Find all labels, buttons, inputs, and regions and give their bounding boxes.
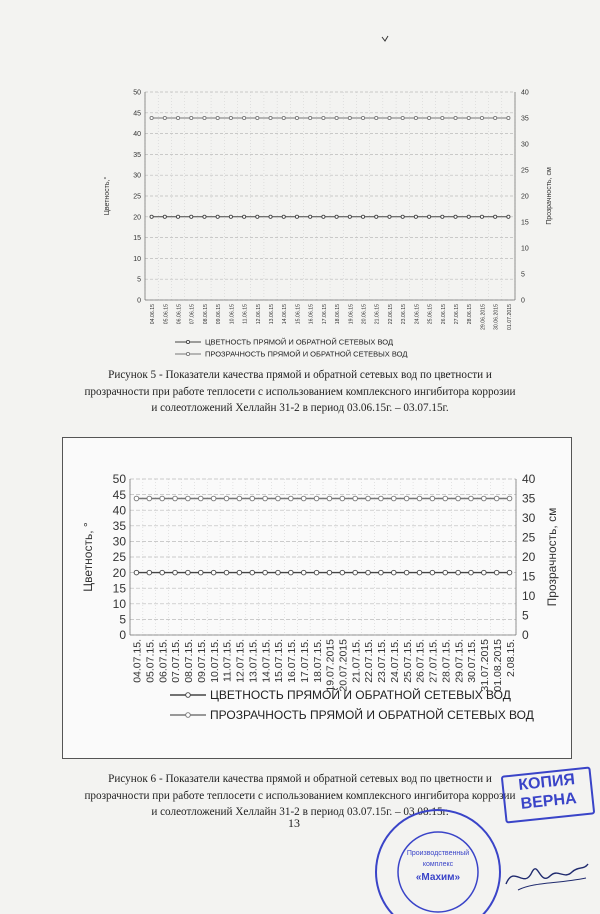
- data-point: [163, 116, 166, 119]
- data-point: [335, 215, 338, 218]
- data-point: [276, 496, 281, 501]
- x-tick-label: 17.06.15: [321, 304, 328, 325]
- seal-text-1: Производственный: [406, 850, 470, 857]
- x-tick-label: 12.06.15: [255, 304, 262, 325]
- data-point: [289, 570, 294, 575]
- data-point: [494, 116, 497, 119]
- data-point: [190, 116, 193, 119]
- data-point: [309, 215, 312, 218]
- data-point: [134, 496, 139, 501]
- copy-stamp: [501, 766, 596, 823]
- data-point: [243, 116, 246, 119]
- x-tick-label: 29.07.15.: [453, 639, 466, 683]
- data-point: [456, 570, 461, 575]
- y-right-tick-label: 35: [522, 491, 536, 506]
- y-left-tick-label: 30: [112, 534, 126, 549]
- data-point: [348, 116, 351, 119]
- y-left-tick-label: 20: [133, 214, 141, 222]
- figure-5-caption: [60, 367, 540, 417]
- x-tick-label: 26.06.15: [440, 304, 447, 325]
- figure-5-caption-line-3: и солеотложений Хеллайн 31-2 в период 03.06.15г. – 03.07.15г.: [151, 402, 449, 414]
- data-point: [282, 215, 285, 218]
- data-point: [216, 215, 219, 218]
- x-tick-label: 06.06.15: [176, 304, 183, 325]
- data-point: [198, 496, 203, 501]
- data-point: [224, 496, 229, 501]
- data-point: [375, 215, 378, 218]
- y-left-axis-title: Цветность,°: [104, 176, 111, 216]
- legend-label: ЦВЕТНОСТЬ ПРЯМОЙ И ОБРАТНОЙ СЕТЕВЫХ ВОД: [210, 688, 511, 703]
- y-left-tick-label: 0: [119, 628, 126, 643]
- data-point: [203, 215, 206, 218]
- y-left-tick-label: 5: [137, 276, 141, 284]
- data-point: [482, 496, 487, 501]
- x-tick-label: 23.06.15: [401, 304, 408, 325]
- data-point: [211, 570, 216, 575]
- figure-5-chart: [95, 80, 555, 360]
- x-tick-label: 25.06.15: [427, 304, 434, 325]
- data-point: [160, 570, 165, 575]
- y-right-tick-label: 0: [522, 628, 529, 643]
- data-point: [404, 496, 409, 501]
- x-tick-label: 14.07.15.: [260, 639, 273, 683]
- x-tick-label: 21.06.15: [374, 304, 381, 325]
- x-tick-label: 27.07.15.: [427, 639, 440, 683]
- data-point: [243, 215, 246, 218]
- x-tick-label: 16.06.15: [308, 304, 315, 325]
- data-point: [428, 215, 431, 218]
- scan-mark: [380, 34, 390, 44]
- x-tick-label: 11.07.15.: [221, 639, 234, 683]
- legend-label: ПРОЗРАЧНОСТЬ ПРЯМОЙ И ОБРАТНОЙ СЕТЕВЫХ ВОД: [210, 708, 534, 723]
- figure-5-caption-line-2: прозрачности при работе теплосети с использованием комплексного ингибитора коррозии: [84, 385, 516, 398]
- data-point: [237, 496, 242, 501]
- data-point: [203, 116, 206, 119]
- legend-marker: [186, 693, 191, 698]
- x-tick-label: 07.07.15.: [170, 639, 183, 683]
- data-point: [269, 215, 272, 218]
- x-tick-label: 14.06.15: [282, 304, 289, 325]
- data-point: [134, 570, 139, 575]
- x-tick-label: 28.06.15: [467, 304, 474, 325]
- x-tick-label: 10.06.15: [229, 304, 236, 325]
- data-point: [301, 570, 306, 575]
- legend-label: ПРОЗРАЧНОСТЬ ПРЯМОЙ И ОБРАТНОЙ СЕТЕВЫХ ВОД: [205, 349, 408, 359]
- y-right-tick-label: 40: [521, 89, 529, 97]
- x-tick-label: 16.07.15.: [286, 639, 299, 683]
- data-point: [494, 496, 499, 501]
- x-tick-label: 31.07.2015: [479, 639, 492, 692]
- data-point: [301, 496, 306, 501]
- y-right-tick-label: 40: [522, 472, 536, 487]
- figure-6-caption-line-3: и солеотложений Хеллайн 31-2 в период 03.07.15г. – 03.08.15г.: [151, 806, 449, 818]
- data-point: [379, 496, 384, 501]
- data-point: [361, 215, 364, 218]
- data-point: [250, 570, 255, 575]
- y-right-tick-label: 10: [521, 245, 529, 253]
- data-point: [269, 116, 272, 119]
- x-tick-label: 30.07.15.: [466, 639, 479, 683]
- y-left-tick-label: 25: [112, 550, 126, 565]
- data-point: [507, 215, 510, 218]
- figure-6-caption-line-2: прозрачности при работе теплосети с использованием комплексного ингибитора коррозии: [84, 789, 516, 802]
- data-point: [467, 116, 470, 119]
- data-point: [388, 116, 391, 119]
- data-point: [480, 215, 483, 218]
- data-point: [430, 496, 435, 501]
- x-tick-label: 15.07.15.: [273, 639, 286, 683]
- page-number: 13: [288, 816, 300, 830]
- data-point: [335, 116, 338, 119]
- y-left-tick-label: 20: [112, 565, 126, 580]
- data-point: [414, 215, 417, 218]
- figure-6-caption-line-1: Рисунок 6 - Показатели качества прямой и обратной сетевых вод по цветности и: [108, 773, 492, 785]
- y-right-axis-title: Прозрачность, см: [546, 167, 553, 225]
- data-point: [314, 496, 319, 501]
- data-point: [282, 116, 285, 119]
- data-point: [176, 116, 179, 119]
- x-tick-label: 09.06.15: [216, 304, 223, 325]
- x-tick-label: 2.08.15.: [504, 639, 517, 677]
- data-point: [150, 116, 153, 119]
- x-tick-label: 08.07.15.: [183, 639, 196, 683]
- data-point: [327, 570, 332, 575]
- data-point: [401, 215, 404, 218]
- data-point: [353, 570, 358, 575]
- y-left-tick-label: 10: [112, 597, 126, 611]
- seal-text-2: комплекс: [422, 861, 454, 868]
- data-point: [375, 116, 378, 119]
- x-tick-label: 17.07.15.: [298, 639, 311, 683]
- data-point: [366, 496, 371, 501]
- data-point: [443, 496, 448, 501]
- data-point: [150, 215, 153, 218]
- copy-stamp-line-2: ВЕРНА: [519, 790, 578, 813]
- data-point: [289, 496, 294, 501]
- y-left-tick-label: 10: [133, 255, 141, 263]
- x-tick-label: 09.07.15.: [195, 639, 208, 683]
- data-point: [309, 116, 312, 119]
- data-point: [404, 570, 409, 575]
- x-tick-label: 01.07.2015: [506, 304, 513, 330]
- data-point: [467, 215, 470, 218]
- data-point: [216, 116, 219, 119]
- legend-marker: [186, 713, 191, 718]
- x-tick-label: 30.06.2015: [493, 304, 500, 330]
- x-tick-label: 04.06.15: [150, 304, 157, 325]
- data-point: [295, 116, 298, 119]
- x-tick-label: 01.08.2015: [491, 639, 504, 692]
- x-tick-label: 22.07.15.: [363, 639, 376, 683]
- data-point: [237, 570, 242, 575]
- x-tick-label: 18.07.15.: [311, 639, 324, 683]
- y-right-tick-label: 30: [522, 511, 536, 526]
- data-point: [147, 570, 152, 575]
- x-tick-label: 12.07.15.: [234, 639, 247, 683]
- data-point: [469, 570, 474, 575]
- data-point: [186, 570, 191, 575]
- data-point: [507, 116, 510, 119]
- data-point: [176, 215, 179, 218]
- x-tick-label: 28.07.15.: [440, 639, 453, 683]
- data-point: [494, 570, 499, 575]
- data-point: [348, 215, 351, 218]
- y-right-tick-label: 5: [521, 271, 525, 279]
- data-point: [361, 116, 364, 119]
- data-point: [454, 116, 457, 119]
- data-point: [482, 570, 487, 575]
- data-point: [441, 215, 444, 218]
- figure-5-caption-line-1: Рисунок 5 - Показатели качества прямой и обратной сетевых вод по цветности и: [108, 369, 492, 381]
- y-right-axis-title: Прозрачность, см: [545, 507, 559, 607]
- x-tick-label: 04.07.15.: [131, 639, 144, 683]
- data-point: [276, 570, 281, 575]
- x-tick-label: 13.07.15.: [247, 639, 260, 683]
- data-point: [340, 570, 345, 575]
- data-point: [441, 116, 444, 119]
- x-tick-label: 27.06.15: [453, 304, 460, 325]
- data-point: [163, 215, 166, 218]
- data-point: [494, 215, 497, 218]
- y-left-tick-label: 35: [133, 151, 141, 159]
- signature: [500, 850, 590, 900]
- x-tick-label: 22.06.15: [387, 304, 394, 325]
- data-point: [322, 116, 325, 119]
- data-point: [263, 496, 268, 501]
- y-left-tick-label: 25: [133, 193, 141, 201]
- data-point: [250, 496, 255, 501]
- data-point: [414, 116, 417, 119]
- data-point: [391, 570, 396, 575]
- x-tick-label: 24.07.15.: [388, 639, 401, 683]
- data-point: [443, 570, 448, 575]
- data-point: [417, 570, 422, 575]
- y-right-tick-label: 20: [521, 193, 529, 201]
- y-right-tick-label: 20: [522, 550, 536, 565]
- data-point: [173, 496, 178, 501]
- x-tick-label: 15.06.15: [295, 304, 302, 325]
- data-point: [401, 116, 404, 119]
- x-tick-label: 07.06.15: [189, 304, 196, 325]
- x-tick-label: 08.06.15: [202, 304, 209, 325]
- x-tick-label: 20.06.15: [361, 304, 368, 325]
- y-left-tick-label: 40: [112, 503, 126, 518]
- x-tick-label: 23.07.15.: [376, 639, 389, 683]
- y-right-tick-label: 25: [521, 167, 529, 175]
- data-point: [417, 496, 422, 501]
- data-point: [480, 116, 483, 119]
- y-left-tick-label: 45: [133, 110, 141, 118]
- data-point: [211, 496, 216, 501]
- x-tick-label: 06.07.15.: [157, 639, 170, 683]
- y-left-tick-label: 30: [133, 172, 141, 180]
- data-point: [190, 215, 193, 218]
- data-point: [507, 570, 512, 575]
- x-tick-label: 11.06.15: [242, 304, 249, 324]
- data-point: [327, 496, 332, 501]
- y-right-tick-label: 5: [522, 608, 529, 623]
- x-tick-label: 05.07.15.: [144, 639, 157, 683]
- x-tick-label: 26.07.15.: [414, 639, 427, 683]
- x-tick-label: 18.06.15: [335, 304, 342, 325]
- x-tick-label: 20.07.2015: [337, 639, 350, 692]
- data-point: [229, 116, 232, 119]
- data-point: [256, 215, 259, 218]
- data-point: [229, 215, 232, 218]
- legend-marker: [186, 352, 189, 355]
- y-left-tick-label: 40: [133, 131, 141, 139]
- y-left-tick-label: 50: [112, 472, 126, 487]
- data-point: [456, 496, 461, 501]
- y-left-tick-label: 50: [133, 89, 141, 97]
- x-tick-label: 24.06.15: [414, 304, 421, 325]
- data-point: [198, 570, 203, 575]
- data-point: [263, 570, 268, 575]
- y-left-tick-label: 35: [112, 519, 126, 533]
- seal-text-3: «Махим»: [415, 872, 461, 883]
- data-point: [256, 116, 259, 119]
- y-right-tick-label: 15: [521, 219, 529, 227]
- data-point: [224, 570, 229, 575]
- y-right-tick-label: 10: [522, 589, 536, 604]
- data-point: [366, 570, 371, 575]
- y-right-tick-label: 35: [521, 115, 529, 123]
- data-point: [454, 215, 457, 218]
- x-tick-label: 19.06.15: [348, 304, 355, 325]
- data-point: [428, 116, 431, 119]
- y-right-tick-label: 0: [521, 297, 525, 305]
- data-point: [340, 496, 345, 501]
- y-left-tick-label: 0: [137, 297, 141, 305]
- data-point: [295, 215, 298, 218]
- x-tick-label: 05.06.15: [163, 304, 170, 325]
- x-tick-label: 19.07.2015: [324, 639, 337, 692]
- y-left-tick-label: 5: [119, 612, 126, 627]
- x-tick-label: 10.07.15.: [208, 639, 221, 683]
- data-point: [388, 215, 391, 218]
- data-point: [147, 496, 152, 501]
- x-tick-label: 13.06.15: [268, 304, 275, 325]
- y-left-tick-label: 15: [112, 581, 126, 596]
- data-point: [379, 570, 384, 575]
- y-left-axis-title: Цветность, °: [81, 522, 95, 592]
- legend-marker: [186, 340, 189, 343]
- data-point: [173, 570, 178, 575]
- copy-stamp-line-1: КОПИЯ: [517, 771, 576, 794]
- data-point: [353, 496, 358, 501]
- data-point: [314, 570, 319, 575]
- x-tick-label: 29.06.2015: [480, 304, 487, 330]
- x-tick-label: 21.07.15.: [350, 639, 363, 683]
- data-point: [322, 215, 325, 218]
- legend-label: ЦВЕТНОСТЬ ПРЯМОЙ И ОБРАТНОЙ СЕТЕВЫХ ВОД: [205, 337, 394, 347]
- y-right-tick-label: 25: [522, 530, 536, 545]
- data-point: [391, 496, 396, 501]
- data-point: [160, 496, 165, 501]
- y-right-tick-label: 30: [521, 141, 529, 149]
- data-point: [186, 496, 191, 501]
- figure-6-chart: [62, 437, 572, 759]
- y-left-tick-label: 45: [112, 487, 126, 502]
- data-point: [469, 496, 474, 501]
- y-right-tick-label: 15: [522, 569, 536, 584]
- x-tick-label: 25.07.15.: [401, 639, 414, 683]
- y-left-tick-label: 15: [133, 235, 141, 243]
- round-seal: [373, 800, 503, 914]
- data-point: [430, 570, 435, 575]
- data-point: [507, 496, 512, 501]
